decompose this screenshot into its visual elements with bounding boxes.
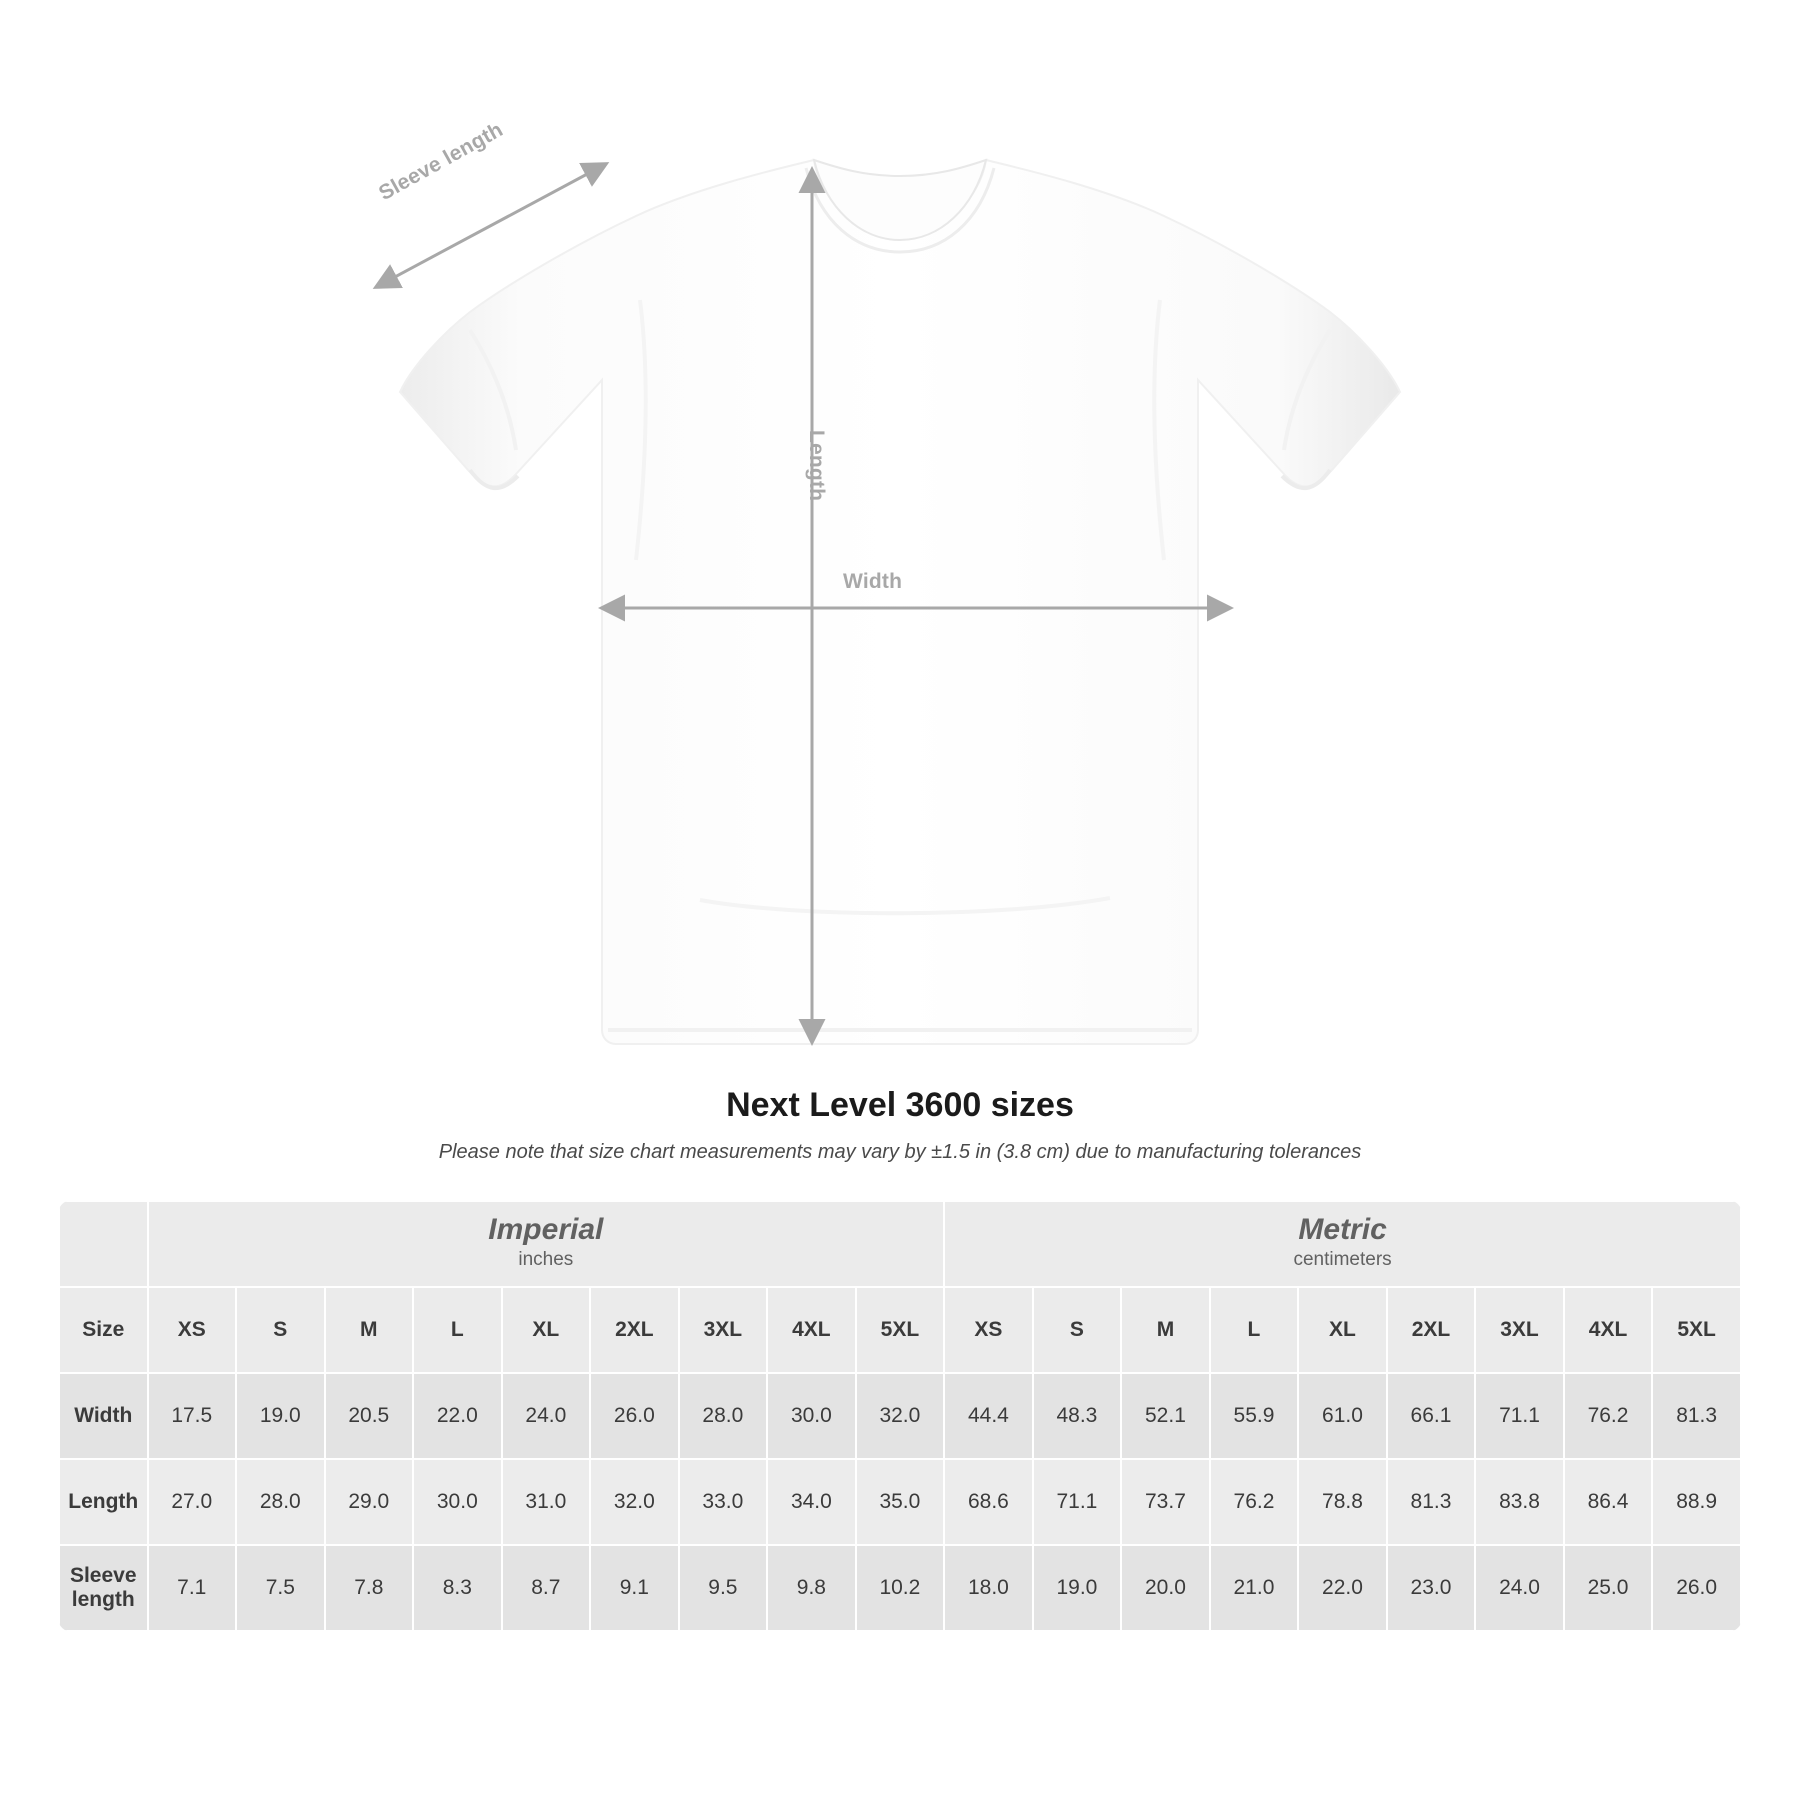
cell-sleeve-6: 9.5 bbox=[679, 1545, 768, 1631]
row-label-width: Width bbox=[59, 1373, 148, 1459]
cell-length-9: 68.6 bbox=[944, 1459, 1033, 1545]
cell-width-14: 66.1 bbox=[1387, 1373, 1476, 1459]
size-col-m-imperial: M bbox=[325, 1287, 414, 1373]
cell-width-2: 20.5 bbox=[325, 1373, 414, 1459]
cell-sleeve-8: 10.2 bbox=[856, 1545, 945, 1631]
cell-width-3: 22.0 bbox=[413, 1373, 502, 1459]
cell-length-3: 30.0 bbox=[413, 1459, 502, 1545]
size-col-s-imperial: S bbox=[236, 1287, 325, 1373]
cell-length-5: 32.0 bbox=[590, 1459, 679, 1545]
cell-width-8: 32.0 bbox=[856, 1373, 945, 1459]
cell-length-14: 81.3 bbox=[1387, 1459, 1476, 1545]
cell-sleeve-14: 23.0 bbox=[1387, 1545, 1476, 1631]
unit-group-imperial-name: Imperial bbox=[488, 1213, 604, 1247]
cell-width-1: 19.0 bbox=[236, 1373, 325, 1459]
cell-width-12: 55.9 bbox=[1210, 1373, 1299, 1459]
cell-sleeve-5: 9.1 bbox=[590, 1545, 679, 1631]
cell-sleeve-11: 20.0 bbox=[1121, 1545, 1210, 1631]
row-label-length: Length bbox=[59, 1459, 148, 1545]
table-row bbox=[59, 1373, 1741, 1459]
cell-sleeve-1: 7.5 bbox=[236, 1545, 325, 1631]
cell-width-5: 26.0 bbox=[590, 1373, 679, 1459]
cell-length-8: 35.0 bbox=[856, 1459, 945, 1545]
page-title: Next Level 3600 sizes bbox=[726, 1086, 1074, 1124]
size-col-5xl-imperial: 5XL bbox=[856, 1287, 945, 1373]
cell-length-15: 83.8 bbox=[1475, 1459, 1564, 1545]
sleeve-length-dimension-label: Sleeve length bbox=[375, 118, 507, 206]
cell-length-1: 28.0 bbox=[236, 1459, 325, 1545]
unit-group-metric-sub: centimeters bbox=[1293, 1249, 1392, 1271]
cell-width-7: 30.0 bbox=[767, 1373, 856, 1459]
cell-length-4: 31.0 bbox=[502, 1459, 591, 1545]
cell-width-10: 48.3 bbox=[1033, 1373, 1122, 1459]
width-dimension-label: Width bbox=[843, 570, 903, 593]
cell-length-6: 33.0 bbox=[679, 1459, 768, 1545]
cell-width-11: 52.1 bbox=[1121, 1373, 1210, 1459]
cell-length-16: 86.4 bbox=[1564, 1459, 1653, 1545]
size-col-s-metric: S bbox=[1033, 1287, 1122, 1373]
size-table bbox=[58, 1200, 1742, 1632]
cell-length-2: 29.0 bbox=[325, 1459, 414, 1545]
size-col-5xl-metric: 5XL bbox=[1652, 1287, 1741, 1373]
cell-length-11: 73.7 bbox=[1121, 1459, 1210, 1545]
size-col-4xl-metric: 4XL bbox=[1564, 1287, 1653, 1373]
cell-sleeve-13: 22.0 bbox=[1298, 1545, 1387, 1631]
unit-group-metric-name: Metric bbox=[1298, 1213, 1387, 1247]
cell-sleeve-16: 25.0 bbox=[1564, 1545, 1653, 1631]
unit-group-imperial bbox=[148, 1201, 945, 1287]
cell-length-12: 76.2 bbox=[1210, 1459, 1299, 1545]
length-dimension-label: Length bbox=[805, 430, 828, 502]
cell-length-13: 78.8 bbox=[1298, 1459, 1387, 1545]
size-col-2xl-metric: 2XL bbox=[1387, 1287, 1476, 1373]
unit-group-imperial-sub: inches bbox=[518, 1249, 574, 1271]
size-col-3xl-metric: 3XL bbox=[1475, 1287, 1564, 1373]
cell-width-13: 61.0 bbox=[1298, 1373, 1387, 1459]
cell-length-0: 27.0 bbox=[148, 1459, 237, 1545]
cell-length-17: 88.9 bbox=[1652, 1459, 1741, 1545]
size-table-wrapper bbox=[58, 1200, 1742, 1632]
cell-width-6: 28.0 bbox=[679, 1373, 768, 1459]
cell-width-15: 71.1 bbox=[1475, 1373, 1564, 1459]
cell-sleeve-17: 26.0 bbox=[1652, 1545, 1741, 1631]
size-col-l-imperial: L bbox=[413, 1287, 502, 1373]
size-col-3xl-imperial: 3XL bbox=[679, 1287, 768, 1373]
size-col-xl-imperial: XL bbox=[502, 1287, 591, 1373]
size-col-2xl-imperial: 2XL bbox=[590, 1287, 679, 1373]
size-col-m-metric: M bbox=[1121, 1287, 1210, 1373]
cell-sleeve-10: 19.0 bbox=[1033, 1545, 1122, 1631]
cell-width-4: 24.0 bbox=[502, 1373, 591, 1459]
cell-sleeve-3: 8.3 bbox=[413, 1545, 502, 1631]
table-row bbox=[59, 1545, 1741, 1631]
cell-sleeve-12: 21.0 bbox=[1210, 1545, 1299, 1631]
unit-group-metric bbox=[944, 1201, 1741, 1287]
table-size-header-row bbox=[59, 1287, 1741, 1373]
cell-sleeve-7: 9.8 bbox=[767, 1545, 856, 1631]
size-col-l-metric: L bbox=[1210, 1287, 1299, 1373]
cell-width-17: 81.3 bbox=[1652, 1373, 1741, 1459]
cell-sleeve-0: 7.1 bbox=[148, 1545, 237, 1631]
cell-sleeve-9: 18.0 bbox=[944, 1545, 1033, 1631]
cell-width-0: 17.5 bbox=[148, 1373, 237, 1459]
cell-length-10: 71.1 bbox=[1033, 1459, 1122, 1545]
cell-sleeve-15: 24.0 bbox=[1475, 1545, 1564, 1631]
size-col-xs-metric: XS bbox=[944, 1287, 1033, 1373]
size-col-4xl-imperial: 4XL bbox=[767, 1287, 856, 1373]
title-block bbox=[0, 1086, 1800, 1164]
cell-width-16: 76.2 bbox=[1564, 1373, 1653, 1459]
table-row bbox=[59, 1459, 1741, 1545]
row-label-sleeve-length: Sleeve length bbox=[59, 1545, 148, 1631]
cell-sleeve-2: 7.8 bbox=[325, 1545, 414, 1631]
tolerance-note: Please note that size chart measurements may vary by ±1.5 in (3.8 cm) due to manufacturing tolerances bbox=[438, 1141, 1362, 1163]
cell-width-9: 44.4 bbox=[944, 1373, 1033, 1459]
unit-header-corner bbox=[59, 1201, 148, 1287]
cell-length-7: 34.0 bbox=[767, 1459, 856, 1545]
size-col-xl-metric: XL bbox=[1298, 1287, 1387, 1373]
size-header-cell: Size bbox=[59, 1287, 148, 1373]
cell-sleeve-4: 8.7 bbox=[502, 1545, 591, 1631]
size-col-xs-imperial: XS bbox=[148, 1287, 237, 1373]
table-unit-header-row bbox=[59, 1201, 1741, 1287]
